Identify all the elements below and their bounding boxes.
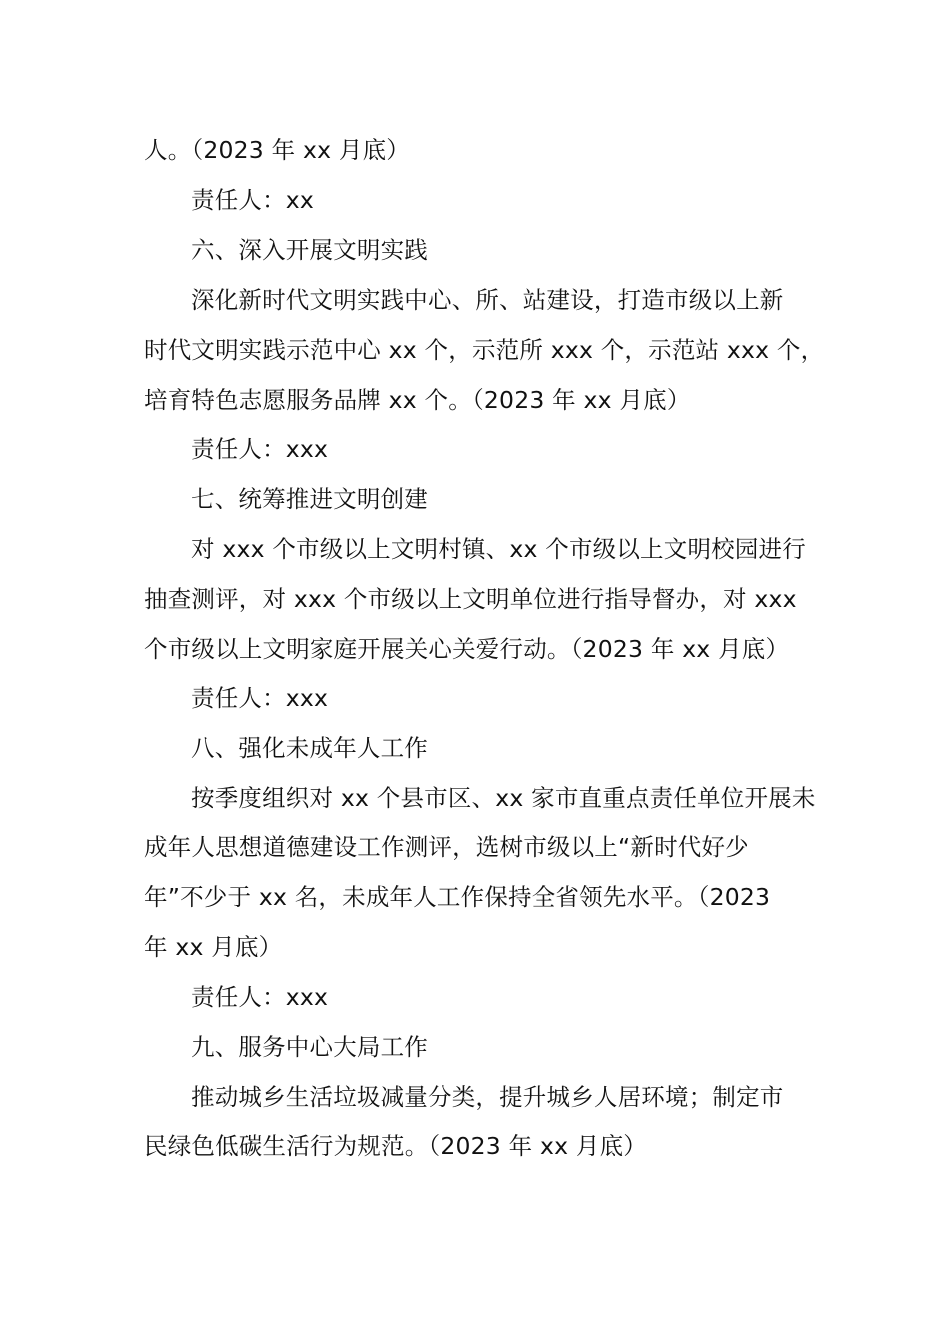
- text-line: 成年人思想道德建设工作测评，选树市级以上“新时代好少: [144, 833, 749, 861]
- section-heading-6: 六、深入开展文明实践: [191, 236, 428, 264]
- text-line: 个市级以上文明家庭开展关心关爱行动。（2023 年 xx 月底）: [144, 635, 790, 663]
- text-line: 年 xx 月底）: [144, 933, 283, 961]
- text-line: 时代文明实践示范中心 xx 个，示范所 xxx 个，示范站 xxx 个，: [144, 336, 825, 364]
- text-line: 培育特色志愿服务品牌 xx 个。（2023 年 xx 月底）: [144, 386, 691, 414]
- text-line: 人。（2023 年 xx 月底）: [144, 136, 410, 164]
- responsible-person: 责任人：xxx: [191, 684, 329, 712]
- section-heading-9: 九、服务中心大局工作: [191, 1033, 428, 1061]
- responsible-person: 责任人：xxx: [191, 435, 329, 463]
- text-line: 按季度组织对 xx 个县市区、xx 家市直重点责任单位开展未: [191, 784, 816, 812]
- responsible-person: 责任人：xxx: [191, 983, 329, 1011]
- section-heading-7: 七、统筹推进文明创建: [191, 485, 428, 513]
- text-line: 对 xxx 个市级以上文明村镇、xx 个市级以上文明校园进行: [191, 535, 806, 563]
- responsible-person: 责任人：xx: [191, 186, 315, 214]
- text-line: 推动城乡生活垃圾减量分类，提升城乡人居环境；制定市: [191, 1083, 784, 1111]
- text-line: 深化新时代文明实践中心、所、站建设，打造市级以上新: [191, 286, 784, 314]
- text-line: 民绿色低碳生活行为规范。（2023 年 xx 月底）: [144, 1132, 647, 1160]
- text-line: 年”不少于 xx 名，未成年人工作保持全省领先水平。（2023: [144, 883, 771, 911]
- section-heading-8: 八、强化未成年人工作: [191, 734, 428, 762]
- text-line: 抽查测评，对 xxx 个市级以上文明单位进行指导督办，对 xxx: [144, 585, 797, 613]
